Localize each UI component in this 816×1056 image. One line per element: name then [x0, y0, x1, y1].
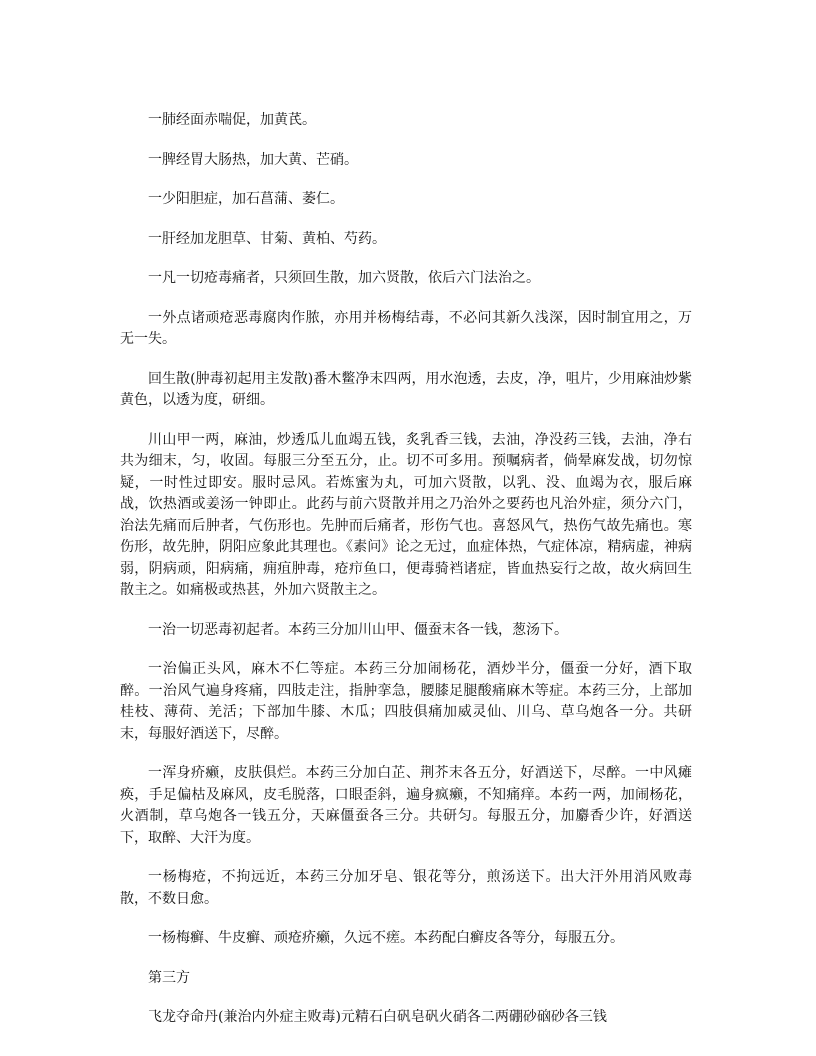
- paragraph-gap: [120, 849, 692, 867]
- document-page: [120, 110, 692, 1029]
- paragraph-evil-toxin: 一治一切恶毒初起者。本药三分加川山甲、僵蚕末各一钱，葱汤下。: [148, 621, 568, 638]
- paragraph-gap: [120, 290, 692, 308]
- paragraph-all-sores: 一凡一切疮毒痛者，只须回生散，加六贤散，依后六门法治之。: [148, 270, 540, 286]
- paragraph-scabies: 一浑身疥癞，皮肤俱烂。本药三分加白芷、荆芥末各五分，好酒送下，尽醉。一中风瘫痪，手足偏枯及麻风，皮毛脱落，口眼歪斜，遍身疯癞，不知痛痒。本药一两，加闹杨花，火酒制，草乌炮各一钱五分，天麻僵蚕各三分。共研匀。每服五分，加麝香少许，好酒送下，取醉、大汗为度。: [120, 765, 692, 846]
- section-heading: 第三方: [148, 969, 190, 986]
- paragraph-gap: [120, 412, 692, 430]
- paragraph-feilong: 飞龙夺命丹(兼治内外症主败毒)元精石白矾皂矾火硝各二两硼砂硇砂各三钱: [148, 1009, 607, 1025]
- paragraph-gap: [120, 171, 692, 189]
- paragraph-huishengsan: 回生散(肿毒初起用主发散)番木鳖净末四两，用水泡透，去皮，净，咀片，少用麻油炒紫黄色，以透为度，研细。: [120, 370, 692, 408]
- paragraph-gap: [120, 989, 692, 1007]
- paragraph-gap: [120, 950, 692, 968]
- paragraph-ringworm: 一杨梅癣、牛皮癣、顽疮疥癞，久远不瘥。本药配白癣皮各等分，每服五分。: [148, 930, 624, 946]
- paragraph-shaoyang: 一少阳胆症，加石菖蒲、萎仁。: [148, 191, 344, 207]
- paragraph-spleen: 一脾经胃大肠热，加大黄、芒硝。: [148, 151, 358, 168]
- paragraph-gap: [120, 602, 692, 620]
- paragraph-liver: 一肝经加龙胆草、甘菊、黄柏、芍药。: [148, 230, 386, 247]
- paragraph-gap: [120, 641, 692, 659]
- paragraph-gap: [120, 745, 692, 763]
- paragraph-gap: [120, 250, 692, 268]
- paragraph-gap: [120, 351, 692, 369]
- paragraph-lung: 一肺经面赤喘促，加黄芪。: [148, 112, 316, 128]
- paragraph-gap: [120, 211, 692, 229]
- paragraph-gap: [120, 132, 692, 150]
- paragraph-external: 一外点诸顽疮恶毒腐肉作脓，亦用并杨梅结毒，不必问其新久浅深，因时制宜用之，万无一失。: [120, 309, 692, 347]
- paragraph-headache: 一治偏正头风，麻木不仁等症。本药三分加闹杨花，酒炒半分，僵蚕一分好，酒下取醉。一治风气遍身疼痛，四肢走注，指肿挛急，腰膝足腿酸痛麻木等症。本药三分，上部加桂枝、薄荷、羌活；下部加牛膝、木瓜；四肢俱痛加威灵仙、川乌、草乌炮各一分。共研末，每服好酒送下，尽醉。: [120, 661, 692, 742]
- paragraph-gap: [120, 910, 692, 928]
- paragraph-chuanshanjia: 川山甲一两，麻油，炒透瓜儿血竭五钱，炙乳香三钱，去油，净没药三钱，去油，净右共为细末，匀，收固。每服三分至五分，止。切不可多用。预嘱病者，倘晕麻发战，切勿惊疑，一时性过即安。服时忌风。若炼蜜为丸，可加六贤散，以乳、没、血竭为衣，服后麻战，饮热酒或姜汤一钟即止。此药与前六贤散并用之乃治外之要药也凡治外症，须分六门，治法先痛而后肿者，气伤形也。先肿而后痛者，形伤气也。喜怒风气，热伤气故先痛也。寒伤形，故先肿，阴阳应象此其理也。《素问》论之无过，血症体热，气症体凉，精病虚，神病弱，阴病顽，阳病痛，痈疽肿毒，疮疖鱼口，便毒骑裆诸症，皆血热妄行之故，故火病回生散主之。如痛极或热甚，外加六贤散主之。: [120, 431, 692, 598]
- paragraph-syphilis: 一杨梅疮，不拘远近，本药三分加牙皂、银花等分，煎汤送下。出大汗外用消风败毒散，不数日愈。: [120, 869, 692, 907]
